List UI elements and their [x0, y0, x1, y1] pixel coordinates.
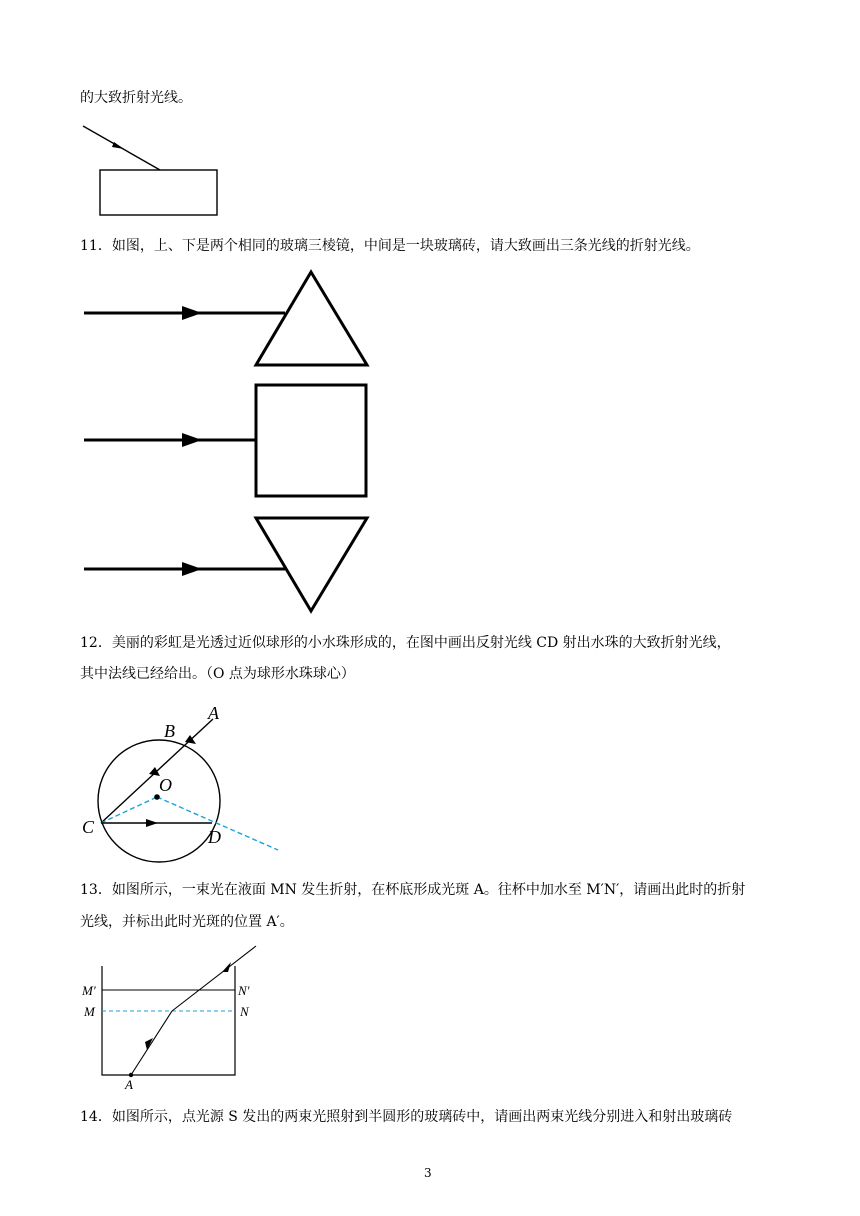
- q12-figure: [78, 698, 288, 863]
- q13-label-n-prime: N′: [238, 983, 250, 998]
- q11-ray-2-arrow: [182, 433, 202, 447]
- q12-center-o: [154, 794, 160, 800]
- q12-ray-cd-arrow: [146, 819, 158, 827]
- q13-refracted-arrow: [145, 1038, 153, 1050]
- q10-glass-block: [100, 170, 217, 215]
- q13-label-n: N: [240, 1004, 249, 1019]
- q11-glass-block: [256, 385, 366, 496]
- q11-ray-1-arrow: [182, 306, 202, 320]
- q13-refracted-ray: [131, 1011, 172, 1075]
- q13-cup: [102, 966, 235, 1075]
- q11-stem: 11．如图，上、下是两个相同的玻璃三棱镜，中间是一块玻璃砖，请大致画出三条光线的折射光线。: [80, 238, 700, 254]
- q13-label-m-prime: M′: [82, 983, 96, 998]
- q11-figure: [80, 265, 380, 620]
- q12-label-a: A: [208, 703, 219, 723]
- q12-label-d: D: [208, 827, 221, 847]
- q12-label-c: C: [82, 817, 95, 837]
- q12-droplet: [98, 740, 220, 862]
- q11-ray-3-arrow: [182, 562, 202, 576]
- q13-label-a: A: [125, 1077, 133, 1090]
- q14-stem: 14．如图所示，点光源 S 发出的两束光照射到半圆形的玻璃砖中，请画出两束光线分别进入和射出玻璃砖: [80, 1109, 733, 1125]
- q10-stem-tail: 的大致折射光线。: [80, 90, 192, 106]
- page-number: 3: [424, 1166, 432, 1180]
- q13-stem-line1: 13．如图所示，一束光在液面 MN 发生折射，在杯底形成光斑 A。往杯中加水至 M′N′，请画出此时的折射: [80, 882, 746, 898]
- q11-prism-top: [256, 272, 367, 365]
- q10-figure: [80, 122, 225, 220]
- q13-incident-ray: [172, 946, 256, 1011]
- q13-figure: [80, 942, 270, 1090]
- q12-stem-line1: 12．美丽的彩虹是光透过近似球形的小水珠形成的，在图中画出反射光线 CD 射出水珠的大致折射光线，: [80, 635, 731, 651]
- q13-stem-line2: 光线，并标出此时光斑的位置 A′。: [80, 914, 294, 930]
- q12-normal-co: [101, 797, 157, 823]
- q10-ray-arrow: [112, 142, 124, 149]
- q12-stem-line2: 其中法线已经给出。（O 点为球形水珠球心）: [80, 666, 355, 682]
- q12-label-o: O: [159, 775, 172, 795]
- q13-label-m: M: [84, 1004, 95, 1019]
- q12-label-b: B: [164, 721, 175, 741]
- q11-prism-bottom: [256, 518, 367, 611]
